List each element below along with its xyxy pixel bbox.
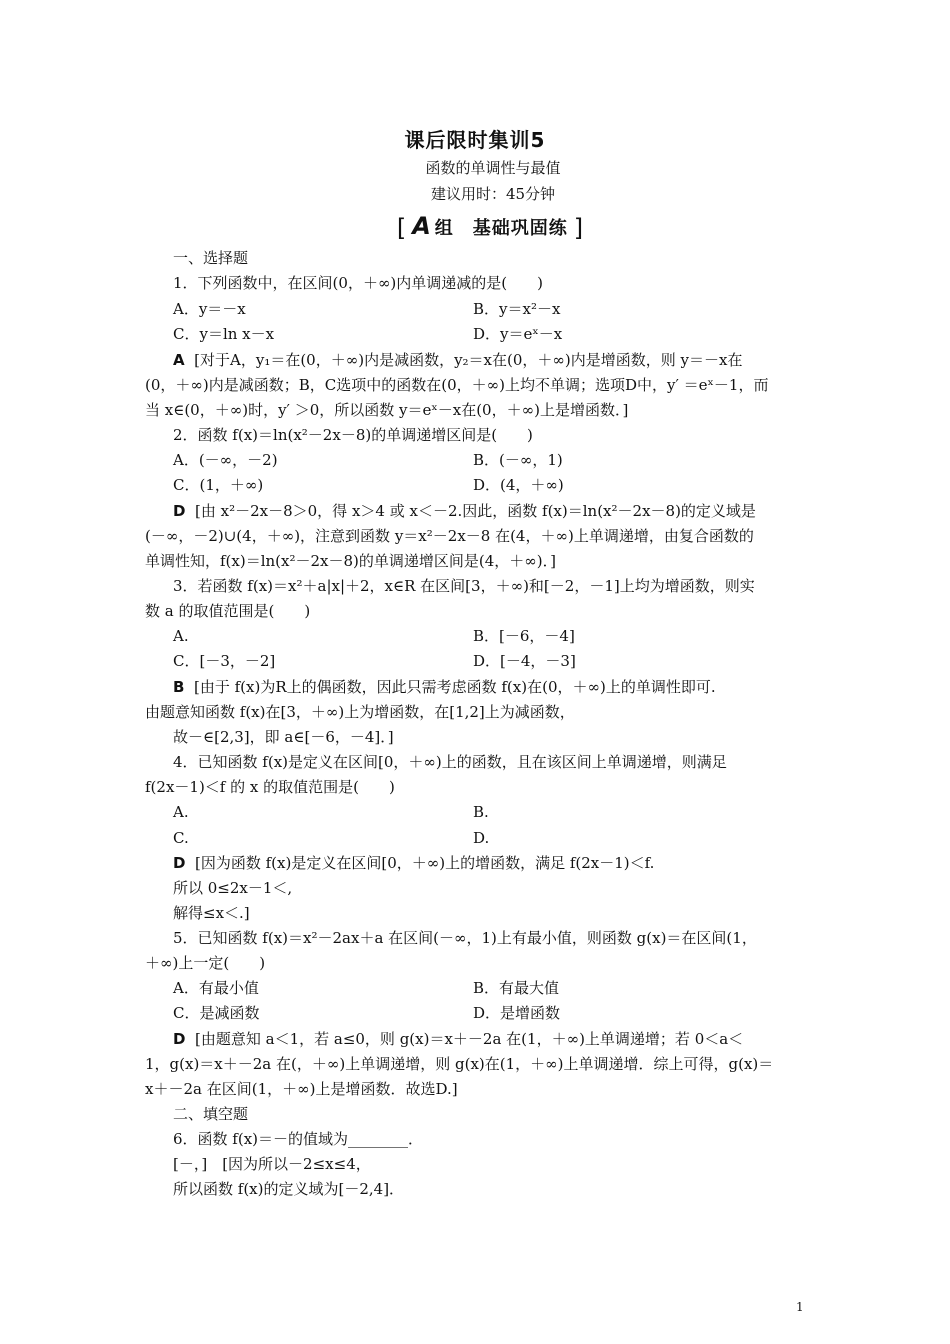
- option-c: C．[－3，－2]: [173, 652, 276, 670]
- question-stem: ＋∞)上一定( ): [145, 954, 266, 972]
- answer-text: 故－∈[2,3]，即 a∈[－6，－4]．]: [173, 728, 394, 746]
- option-b: B.: [473, 803, 489, 821]
- option-d: D．(4，＋∞): [473, 476, 564, 494]
- answer-line: [173, 677, 838, 697]
- answer-text: [由 x²－2x－8＞0，得 x＞4 或 x＜－2.因此，函数 f(x)＝ln(x²－2x－8)的定义域是: [195, 502, 756, 520]
- option-c: C．是减函数: [173, 1004, 260, 1022]
- page-number: 1: [796, 1300, 804, 1314]
- option-d: D．[－4，－3]: [473, 652, 576, 670]
- option-d: D．y＝eˣ－x: [473, 325, 563, 343]
- option-row: [173, 828, 838, 848]
- question-stem: 2．函数 f(x)＝ln(x²－2x－8)的单调递增区间是( ): [173, 426, 533, 444]
- answer-text: [由题意知 a＜1，若 a≤0，则 g(x)＝x＋－2a 在(1，＋∞)上单调递增；若 0＜a＜: [195, 1030, 744, 1048]
- option-row: [173, 978, 838, 998]
- option-b: B．有最大值: [473, 979, 560, 997]
- page-subtitle: 函数的单调性与最值: [425, 159, 561, 177]
- question-stem: 5．已知函数 f(x)＝x²－2ax＋a 在区间(－∞，1)上有最小值，则函数 g(x)＝在区间(1，: [173, 929, 757, 947]
- answer-text: x＋－2a 在区间(1，＋∞)上是增函数．故选D.]: [145, 1080, 458, 1098]
- answer-text: [因为函数 f(x)是定义在区间[0，＋∞)上的增函数，满足 f(2x－1)＜f.: [195, 854, 655, 872]
- option-d: D．是增函数: [473, 1004, 561, 1022]
- question-stem: 6．函数 f(x)＝－的值域为________．: [173, 1130, 424, 1148]
- answer-text: (0，＋∞)内是减函数；B，C选项中的函数在(0，＋∞)上均不单调；选项D中，y′ ＝eˣ－1，而: [145, 376, 769, 394]
- section-heading: 一、选择题: [173, 249, 249, 267]
- option-row: [173, 651, 838, 671]
- option-a: A.: [173, 627, 189, 645]
- option-row: [173, 802, 838, 822]
- answer-text: (－∞，－2)∪(4，＋∞)，注意到函数 y＝x²－2x－8 在(4，＋∞)上单调递增，由复合函数的: [145, 527, 754, 545]
- question-stem: 4．已知函数 f(x)是定义在区间[0，＋∞)上的函数，且在该区间上单调递增，则满足: [173, 753, 727, 771]
- option-c: C．(1，＋∞): [173, 476, 264, 494]
- question-stem: 3．若函数 f(x)＝x²＋a|x|＋2，x∈R 在区间[3，＋∞)和[－2，－1]上均为增函数，则实: [173, 577, 755, 595]
- answer-text: 单调性知，f(x)＝ln(x²－2x－8)的单调递增区间是(4，＋∞)．]: [145, 552, 556, 570]
- question-stem: 1．下列函数中，在区间(0，＋∞)内单调递减的是( ): [173, 274, 543, 292]
- group-heading: [0, 212, 950, 242]
- option-a: A．(－∞，－2): [173, 451, 278, 469]
- option-row: [173, 475, 838, 495]
- option-a: A．有最小值: [173, 979, 259, 997]
- answer-text: [由于 f(x)为R上的偶函数，因此只需考虑函数 f(x)在(0，＋∞)上的单调性即可.: [193, 678, 716, 696]
- answer-key: B: [173, 678, 185, 696]
- page-title: 课后限时集训5: [404, 128, 546, 152]
- answer-line: [173, 350, 838, 370]
- option-b: B．[－6，－4]: [473, 627, 575, 645]
- answer-line: [173, 501, 838, 521]
- answer-line: [173, 853, 838, 873]
- option-a: A.: [173, 803, 189, 821]
- group-bracket-open: [: [396, 214, 407, 242]
- answer-key: D: [173, 1030, 186, 1048]
- suggested-time: 建议用时：45分钟: [430, 185, 556, 203]
- option-c: C．y＝ln x－x: [173, 325, 275, 343]
- answer-text: 所以 0≤2x－1＜,: [173, 879, 293, 897]
- option-row: [173, 324, 838, 344]
- answer-key: D: [173, 854, 186, 872]
- answer-text: [对于A，y₁＝在(0，＋∞)内是减函数，y₂＝x在(0，＋∞)内是增函数，则 y＝－x在: [194, 351, 743, 369]
- answer-text: 解得≤x＜.]: [173, 904, 250, 922]
- option-row: [173, 299, 838, 319]
- option-c: C.: [173, 829, 189, 847]
- question-stem: 数 a 的取值范围是( ): [145, 602, 311, 620]
- option-row: [173, 450, 838, 470]
- option-b: B．y＝x²－x: [473, 300, 561, 318]
- answer-text: 当 x∈(0，＋∞)时，y′ ＞0，所以函数 y＝eˣ－x在(0，＋∞)上是增函数．]: [145, 401, 629, 419]
- answer-text: 由题意知函数 f(x)在[3，＋∞)上为增函数，在[1,2]上为减函数，: [145, 703, 575, 721]
- answer-key: D: [173, 502, 186, 520]
- answer-key: A: [173, 351, 185, 369]
- answer-text: [－，] [因为所以－2≤x≤4，: [173, 1155, 371, 1173]
- group-bracket-close: ]: [573, 214, 584, 242]
- option-b: B．(－∞，1): [473, 451, 563, 469]
- option-row: [173, 626, 838, 646]
- group-letter: A: [412, 212, 431, 240]
- section-heading: 二、填空题: [173, 1105, 249, 1123]
- group-label: 组 基础巩固练: [434, 218, 568, 239]
- answer-text: 所以函数 f(x)的定义域为[－2,4]．: [173, 1180, 405, 1198]
- answer-line: [173, 1029, 838, 1049]
- answer-text: 1，g(x)＝x＋－2a 在(，＋∞)上单调递增，则 g(x)在(1，＋∞)上单调递增．综上可得，g(x)＝: [145, 1055, 774, 1073]
- question-stem: f(2x－1)＜f 的 x 的取值范围是( ): [145, 778, 395, 796]
- option-d: D.: [473, 829, 490, 847]
- option-a: A．y＝－x: [173, 300, 246, 318]
- option-row: [173, 1003, 838, 1023]
